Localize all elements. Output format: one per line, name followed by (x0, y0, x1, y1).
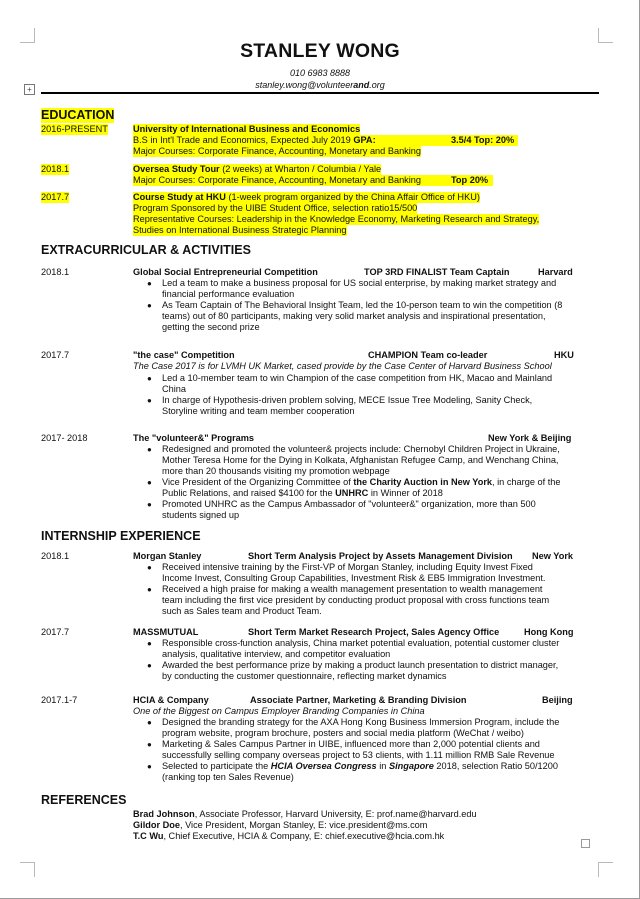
entry-role: Short Term Market Research Project, Sales Agency Office (248, 627, 500, 637)
bullet-line: Marketing & Sales Campus Partner in UIBE, influenced more than 2,000 potential clients and (162, 739, 540, 749)
entry-date: 2017- 2018 (41, 433, 88, 443)
bullet-line: (ranking top ten Sales Revenue) (162, 772, 294, 782)
section-references: REFERENCES (41, 793, 127, 807)
bullet-line: teams) out of 80 participants, making very solid market analysis and inspirational presentation, (162, 311, 546, 321)
bullet-line: Income Invest, Consulting Group Capabilities, Investment Risk & EB5 Immigration Investment. (162, 573, 546, 583)
bullet-icon: ● (147, 639, 152, 648)
bullet-icon: ● (147, 585, 152, 594)
resize-handle-icon[interactable] (581, 839, 590, 848)
reference: T.C Wu, Chief Executive, HCIA & Company, E: chief.executive@hcia.com.hk (133, 831, 445, 841)
entry-role: Associate Partner, Marketing & Branding Division (250, 695, 467, 705)
crop-mark (20, 862, 35, 877)
bullet-line: team including the first vice president by conducting product proposal with cross functions team (162, 595, 550, 605)
bullet-icon: ● (147, 279, 152, 288)
section-education: EDUCATION (41, 108, 115, 122)
bullet-line: Received a high praise for making a wealth management presentation to wealth management (162, 584, 543, 594)
bullet-line: Mother Teresa Home for the Dying in Kolkata, Afghanistan Refugee Camp, and Wenchang China, (162, 455, 559, 465)
bullet-icon: ● (147, 374, 152, 383)
bullet-line: students signed up (162, 510, 240, 520)
entry-location: New York (532, 551, 574, 561)
entry-date: 2018.1 (41, 267, 70, 277)
bullet-line: Vice President of the Organizing Committee of the Charity Auction in New York, in charge of the (162, 477, 561, 487)
entry-subtitle: The Case 2017 is for LVMH UK Market, cased provide by the Case Center of Harvard Business School (133, 361, 552, 371)
entry-location: New York & Beijing (488, 433, 572, 443)
bullet-line: Led a 10-member team to win Champion of the case competition from HK, Macao and Mainland (162, 373, 553, 383)
bullet-line: China (162, 384, 187, 394)
edu-line: Program Sponsored by the UIBE Student Office, selection ratio15/500 (133, 203, 418, 213)
edu-date: 2017.7 (41, 192, 70, 202)
reference: Brad Johnson, Associate Professor, Harvard University, E: prof.name@harvard.edu (133, 809, 477, 819)
edu-title: Oversea Study Tour (2 weeks) at Wharton / Columbia / Yale (133, 164, 382, 174)
entry-location: Hong Kong (524, 627, 574, 637)
bullet-icon: ● (147, 396, 152, 405)
entry-subtitle: One of the Biggest on Campus Employer Branding Companies in China (133, 706, 425, 716)
entry-role: Short Term Analysis Project by Assets Management Division (248, 551, 513, 561)
entry-date: 2017.1-7 (41, 695, 78, 705)
bullet-line: Public Relations, and raised $4100 for the UNHRC in Winner of 2018 (162, 488, 443, 498)
edu-line: Representative Courses: Leadership in the Knowledge Economy, Marketing Research and Strategy, (133, 214, 540, 224)
entry-date: 2018.1 (41, 551, 70, 561)
edu-line: Major Courses: Corporate Finance, Accounting, Monetary and Banking Top 20% (133, 175, 493, 186)
entry-org: Global Social Entrepreneurial Competition (133, 267, 318, 277)
bullet-icon: ● (147, 740, 152, 749)
bullet-line: Storyline writing and team member cooperation (162, 406, 355, 416)
entry-org: The "volunteer&" Programs (133, 433, 255, 443)
bullet-line: As Team Captain of The Behavioral Insight Team, led the 10-person team to win the competition (8 (162, 300, 563, 310)
bullet-icon: ● (147, 478, 152, 487)
bullet-line: program website, program brochure, posters and social media platform (WeChat / weibo) (162, 728, 524, 738)
email[interactable]: stanley.wong@volunteerand.org (255, 80, 385, 90)
section-internship: INTERNSHIP EXPERIENCE (41, 529, 201, 543)
entry-org: HCIA & Company (133, 695, 209, 705)
section-extracurricular: EXTRACURRICULAR & ACTIVITIES (41, 243, 251, 257)
bullet-line: analysis, qualitative interview, and competitor evaluation (162, 649, 391, 659)
bullet-line: Awarded the best performance prize by making a product launch presentation to district manager, (162, 660, 559, 670)
edu-date: 2016-PRESENT (41, 124, 108, 134)
table-move-handle-icon[interactable]: + (24, 84, 35, 95)
entry-org: Morgan Stanley (133, 551, 202, 561)
bullet-line: by conducting the customer questionnaire, reflecting market dynamics (162, 671, 447, 681)
entry-org: MASSMUTUAL (133, 627, 199, 637)
bullet-icon: ● (147, 301, 152, 310)
entry-date: 2017.7 (41, 350, 70, 360)
entry-org: "the case" Competition (133, 350, 235, 360)
phone: 010 6983 8888 (289, 68, 351, 78)
bullet-line: getting the second prize (162, 322, 260, 332)
resume-name: STANLEY WONG (240, 40, 400, 62)
bullet-line: Promoted UNHRC as the Campus Ambassador of "volunteer&" organization, more than 500 (162, 499, 536, 509)
bullet-icon: ● (147, 661, 152, 670)
bullet-line: In charge of Hypothesis-driven problem solving, MECE Issue Tree Modeling, Sanity Check, (162, 395, 533, 405)
bullet-line: more than 20 thousands visiting my promotion webpage (162, 466, 390, 476)
edu-date: 2018.1 (41, 164, 70, 174)
bullet-line: Received intensive training by the First-VP of Morgan Stanley, including Equity Invest Fixed (162, 562, 533, 572)
edu-title: Course Study at HKU (1-week program organized by the China Affair Office of HKU) (133, 192, 480, 202)
entry-role: TOP 3RD FINALIST Team Captain (364, 267, 510, 277)
entry-role: CHAMPION Team co-leader (368, 350, 488, 360)
bullet-line: successfully selling company overseas project to 53 clients, with 1.11 million RMB Sale Revenue (162, 750, 555, 760)
edu-line: Studies on International Business Strategic Planning (133, 225, 347, 235)
header-rule (41, 92, 599, 94)
entry-location: Harvard (538, 267, 573, 277)
bullet-line: such as Sales team and Product Team. (162, 606, 322, 616)
entry-date: 2017.7 (41, 627, 70, 637)
reference: Gildor Doe, Vice President, Morgan Stanley, E: vice.president@ms.com (133, 820, 428, 830)
bullet-line: Redesigned and promoted the volunteer& projects include: Chernobyl Children Project in Ukraine, (162, 444, 560, 454)
bullet-line: Selected to participate the HCIA Oversea Congress in Singapore 2018, selection Ratio 50/1200 (162, 761, 558, 771)
bullet-line: Responsible cross-function analysis, China market potential evaluation, potential customer cluster (162, 638, 560, 648)
bullet-icon: ● (147, 500, 152, 509)
edu-title: University of International Business and Economics (133, 124, 361, 134)
edu-line: Major Courses: Corporate Finance, Accounting, Monetary and Banking (133, 146, 422, 156)
entry-location: HKU (554, 350, 574, 360)
crop-mark (598, 862, 613, 877)
bullet-icon: ● (147, 762, 152, 771)
bullet-line: financial performance evaluation (162, 289, 295, 299)
entry-location: Beijing (542, 695, 573, 705)
bullet-icon: ● (147, 445, 152, 454)
bullet-icon: ● (147, 563, 152, 572)
bullet-line: Designed the branding strategy for the AXA Hong Kong Business Immersion Program, include the (162, 717, 560, 727)
bullet-line: Led a team to make a business proposal for US social enterprise, by making market strategy and (162, 278, 557, 288)
edu-line: B.S in Int'l Trade and Economics, Expected July 2019 GPA: 3.5/4 Top: 20% (133, 135, 518, 146)
bullet-icon: ● (147, 718, 152, 727)
